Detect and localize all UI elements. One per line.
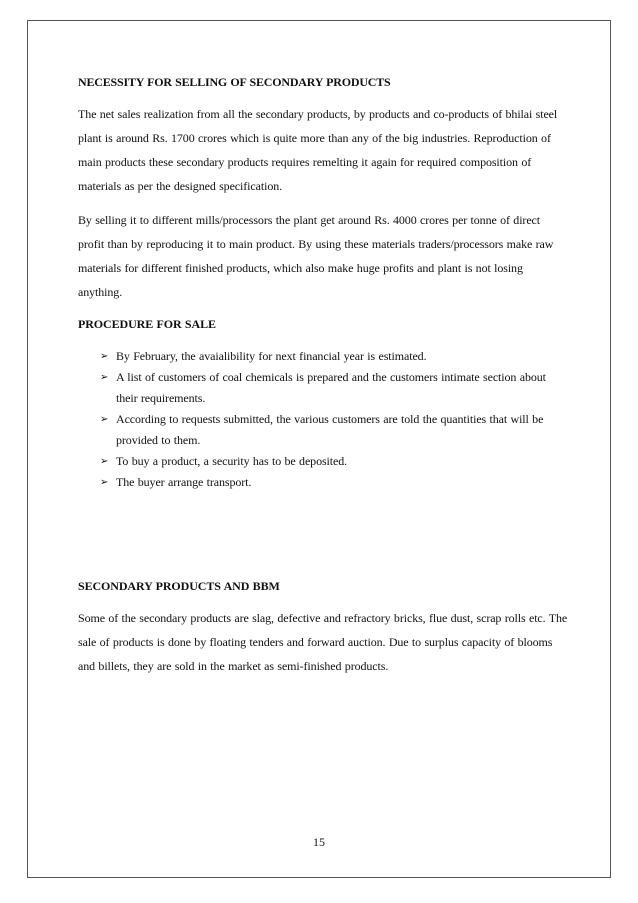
page-content <box>78 72 568 678</box>
paragraph-selling-profit: By selling it to different mills/processors the plant get around Rs. 4000 crores per tonne of direct profit than by reproducing it to main product. By using these materials traders/processors make raw materials for different finished products, which also make huge profits and plant is not losing anything. <box>78 213 554 299</box>
page-number: 15 <box>313 835 325 849</box>
paragraph-net-sales: The net sales realization from all the secondary products, by products and co-products of bhilai steel plant is around Rs. 1700 crores which is quite more than any of the big industries. Reproduction of main products these secondary products requires remelting it again for required composition of materials as per the designed specification. <box>78 107 558 193</box>
list-item-text: The buyer arrange transport. <box>116 475 252 489</box>
arrow-bullet-icon: ➢ <box>100 414 109 425</box>
arrow-bullet-icon: ➢ <box>100 351 109 362</box>
paragraph-secondary-products: Some of the secondary products are slag, defective and refractory bricks, flue dust, scrap rolls etc. The sale of products is done by floating tenders and forward auction. Due to surplus capacity of blooms and billets, they are sold in the market as semi-finished products. <box>78 611 568 673</box>
list-item-text: According to requests submitted, the various customers are told the quantities that will be provided to them. <box>116 412 544 447</box>
arrow-bullet-icon: ➢ <box>100 372 109 383</box>
arrow-bullet-icon: ➢ <box>100 456 109 467</box>
heading-necessity: NECESSITY FOR SELLING OF SECONDARY PRODUCTS <box>78 75 391 89</box>
list-item <box>100 367 568 409</box>
procedure-list <box>78 346 568 493</box>
list-item <box>100 346 568 367</box>
list-item-text: A list of customers of coal chemicals is prepared and the customers intimate section about their requirements. <box>116 370 546 405</box>
list-item <box>100 472 568 493</box>
list-item <box>100 409 568 451</box>
list-item-text: By February, the avaialibility for next financial year is estimated. <box>116 349 427 363</box>
list-item <box>100 451 568 472</box>
list-item-text: To buy a product, a security has to be deposited. <box>116 454 348 468</box>
heading-secondary-products: SECONDARY PRODUCTS AND BBM <box>78 579 280 593</box>
heading-procedure: PROCEDURE FOR SALE <box>78 317 216 331</box>
arrow-bullet-icon: ➢ <box>100 477 109 488</box>
